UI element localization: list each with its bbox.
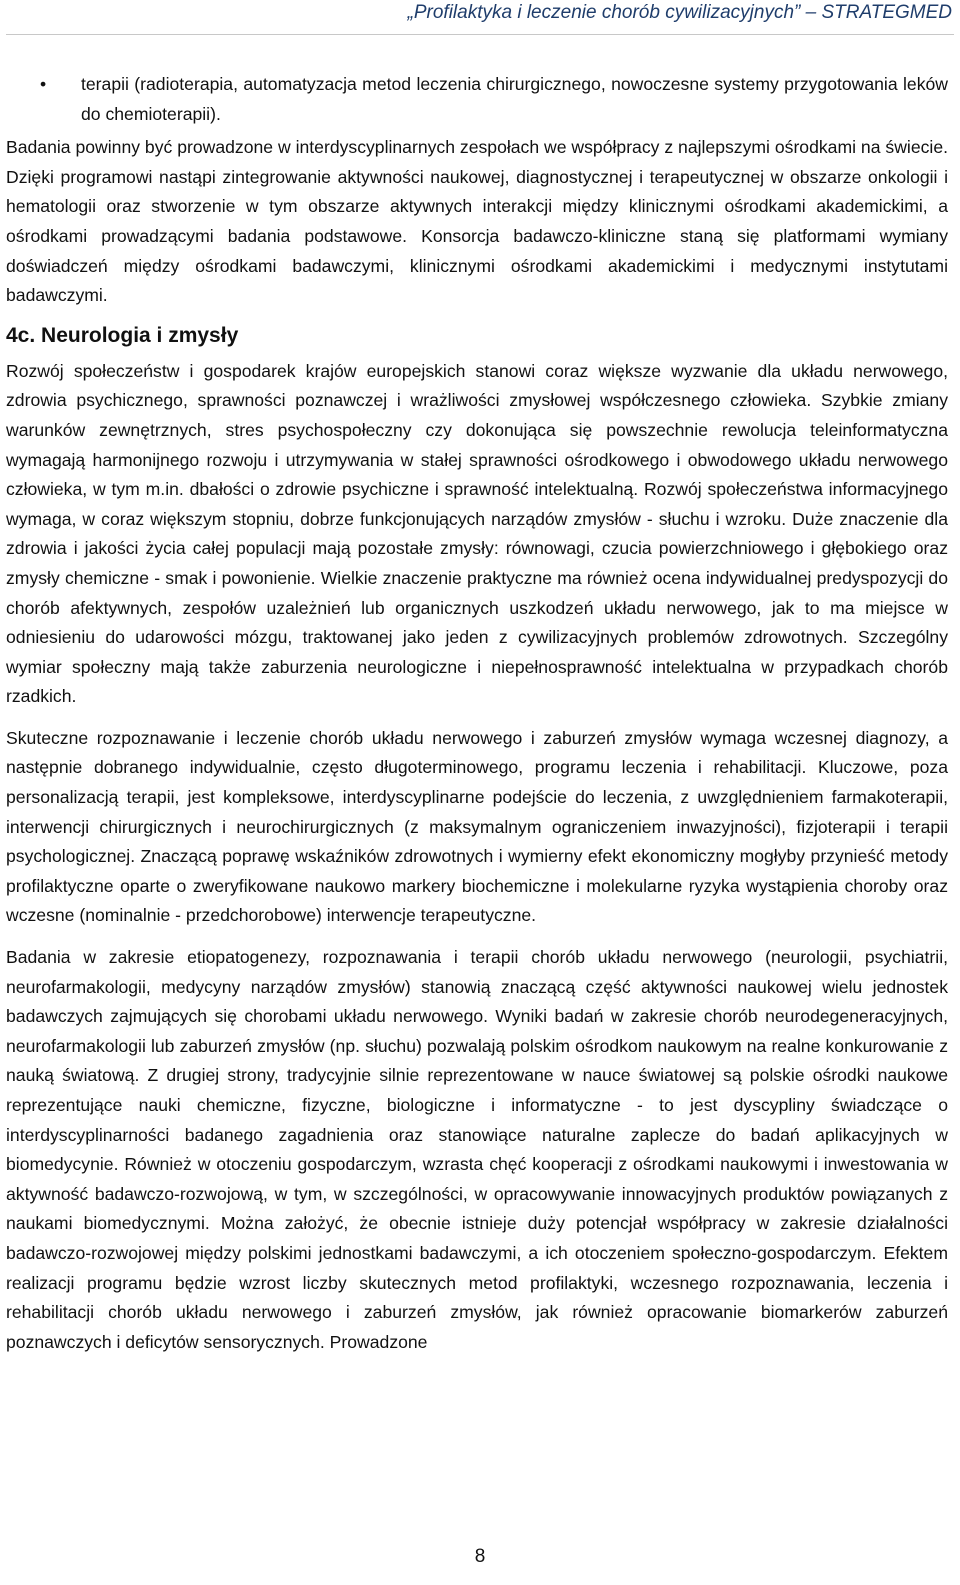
paragraph: Rozwój społeczeństw i gospodarek krajów europejskich stanowi coraz większe wyzwanie dla układu nerwowego, zdrowia psychicznego, sprawności poznawczej i wrażliwości zmysłowej współczesnego człowieka. Szybkie zmiany warunków zewnętrznych, stres psychospołeczny czy dokonująca się powszechnie rewolucja teleinformatyczna wymagają harmonijnego rozwoju i utrzymywania w stałej sprawności ośrodkowego i obwodowego układu nerwowego człowieka, w tym m.in. dbałości o zdrowie psychiczne i sprawność intelektualną. Rozwój społeczeństwa informacyjnego wymaga, w coraz większym stopniu, dobrze funkcjonujących narządów zmysłów - słuchu i wzroku. Duże znaczenie dla zdrowia i jakości życia całej populacji mają pozostałe zmysły: równowagi, czucia powierzchniowego i głębokiego oraz zmysły chemiczne - smak i powonienie. Wielkie znaczenie praktyczne ma również ocena indywidualnej predyspozycji do chorób afektywnych, zespołów uzależnień lub organicznych uszkodzeń układu nerwowego, jak to ma miejsce w odniesieniu do udarowości mózgu, traktowanej jako jeden z cywilizacyjnych problemów zdrowotnych. Szczególny wymiar społeczny mają także zaburzenia neurologiczne i niepełnosprawność intelektualna w przypadkach chorób rzadkich. [6, 360, 948, 707]
section-heading: 4c. Neurologia i zmysły [6, 323, 239, 347]
paragraph: Badania powinny być prowadzone w interdyscyplinarnych zespołach we współpracy z najlepszymi ośrodkami na świecie. Dzięki programowi nastąpi zintegrowanie aktywności naukowej, diagnostycznej i terapeutycznej w obszarze onkologii i hematologii oraz stworzenie w tym obszarze aktywnych interakcji między klinicznymi ośrodkami akademickimi, a ośrodkami prowadzącymi badania podstawowe. Konsorcja badawczo-kliniczne staną się platformami wymiany doświadczeń między ośrodkami badawczymi, klinicznymi ośrodkami akademickimi i medycznymi instytutami badawczymi. [6, 137, 948, 306]
bullet-text: terapii (radioterapia, automatyzacja metod leczenia chirurgicznego, nowoczesne systemy przygotowania leków do chemioterapii). [81, 74, 948, 124]
paragraph: Skuteczne rozpoznawanie i leczenie chorób układu nerwowego i zaburzeń zmysłów wymaga wczesnej diagnozy, a następnie dobranego indywidualnie, często długoterminowego, programu leczenia i rehabilitacji. Kluczowe, poza personalizacją terapii, jest kompleksowe, interdyscyplinarne podejście do leczenia, z uwzględnieniem farmakoterapii, interwencji chirurgicznych i neurochirurgicznych (z maksymalnym ograniczeniem inwazyjności), fizjoterapii i terapii psychologicznej. Znaczącą poprawę wskaźników zdrowotnych i wymierny efekt ekonomiczny mogłyby przynieść metody profilaktyczne oparte o zweryfikowane naukowo markery biochemiczne i molekularne ryzyka wystąpienia choroby oraz wczesne (nominalnie - przedchorobowe) interwencje terapeutyczne. [6, 727, 948, 926]
bullet-icon: • [40, 74, 47, 94]
paragraph: Badania w zakresie etiopatogenezy, rozpoznawania i terapii chorób układu nerwowego (neurologii, psychiatrii, neurofarmakologii, medycyny narządów zmysłów) stanowią znaczącą część aktywności naukowej wielu jednostek badawczych zajmujących się chorobami układu nerwowego. Wyniki badań w zakresie chorób neurodegeneracyjnych, neurofarmakologii lub zaburzeń zmysłów (np. słuchu) pozwalają polskim ośrodkom naukowym na realne konkurowanie z nauką światową. Z drugiej strony, tradycyjnie silnie reprezentowane w nauce światowej są polskie ośrodki naukowe reprezentujące nauki chemiczne, fizyczne, biologiczne i informatyczne - to jest dyscypliny świadczące o interdyscyplinarności badanego zagadnienia oraz stanowiące naturalne zaplecze do badań aplikacyjnych w biomedycynie. Również w otoczeniu gospodarczym, wzrasta chęć kooperacji z ośrodkami naukowymi i inwestowania w aktywność badawczo-rozwojową, w tym, w szczególności, w opracowywanie innowacyjnych produktów powiązanych z naukami biomedycznymi. Można założyć, że obecnie istnieje duży potencjał współpracy w zakresie działalności badawczo-rozwojowej między polskimi jednostkami badawczymi, a ich otoczeniem społeczno-gospodarczym. Efektem realizacji programu będzie wzrost liczby skutecznych metod profilaktyki, wczesnego rozpoznawania, leczenia i rehabilitacji chorób układu nerwowego i zaburzeń zmysłów, jak również opracowanie biomarkerów zaburzeń poznawczych i deficytów sensorycznych. Prowadzone [6, 947, 948, 1352]
page-body [6, 70, 948, 1369]
page-number: 8 [474, 1546, 486, 1567]
running-header: „Profilaktyka i leczenie chorób cywilizacyjnych” – STRATEGMED [407, 2, 952, 23]
header-divider [6, 34, 954, 35]
bullet-list-item [6, 70, 948, 129]
